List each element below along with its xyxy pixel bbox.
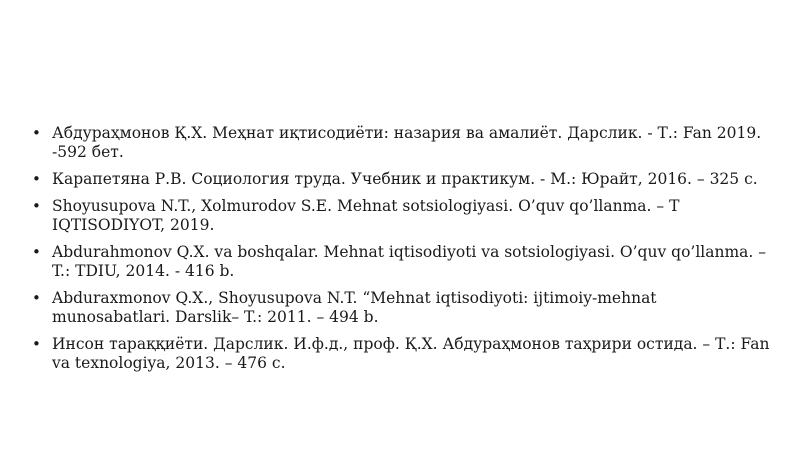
bullet-icon: • (32, 243, 41, 261)
reference-text: Shoyusupova N.T., Xolmurodov S.E. Mehnat sotsiologiyasi. O’quv qo’llanma. – T IQTISODIYOT, 2019. (52, 197, 680, 234)
bullet-icon: • (32, 289, 41, 307)
reference-text: Абдураҳмонов Қ.Х. Меҳнат иқтисодиёти: назария ва амалиёт. Дарслик. - Т.: Fan 2019. -592 бет. (52, 124, 762, 161)
reference-list (30, 124, 770, 381)
reference-item (30, 243, 770, 281)
reference-item (30, 289, 770, 327)
reference-item (30, 197, 770, 235)
bullet-icon: • (32, 170, 41, 188)
bullet-icon: • (32, 197, 41, 215)
reference-text: Abdurahmonov Q.X. va boshqalar. Mehnat iqtisodiyoti va sotsiologiyasi. O’quv qo’llanma. – T.: TDIU, 2014. - 416 b. (52, 243, 767, 280)
reference-text: Инсон тараққиёти. Дарслик. И.ф.д., проф. Қ.Х. Абдураҳмонов таҳрири остида. – Т.: Fan va texnologiya, 2013. – 476 с. (52, 335, 770, 372)
reference-item (30, 335, 770, 373)
reference-text: Карапетяна Р.В. Социология труда. Учебник и практикум. - М.: Юрайт, 2016. – 325 с. (52, 170, 758, 188)
bullet-icon: • (32, 335, 41, 353)
reference-item (30, 124, 770, 162)
bullet-icon: • (32, 124, 41, 142)
reference-item (30, 170, 770, 189)
reference-text: Abduraxmonov Q.X., Shoyusupova N.T. “Mehnat iqtisodiyoti: ijtimoiy-mehnat munosabatlari. Darslik– T.: 2011. – 494 b. (52, 289, 657, 326)
